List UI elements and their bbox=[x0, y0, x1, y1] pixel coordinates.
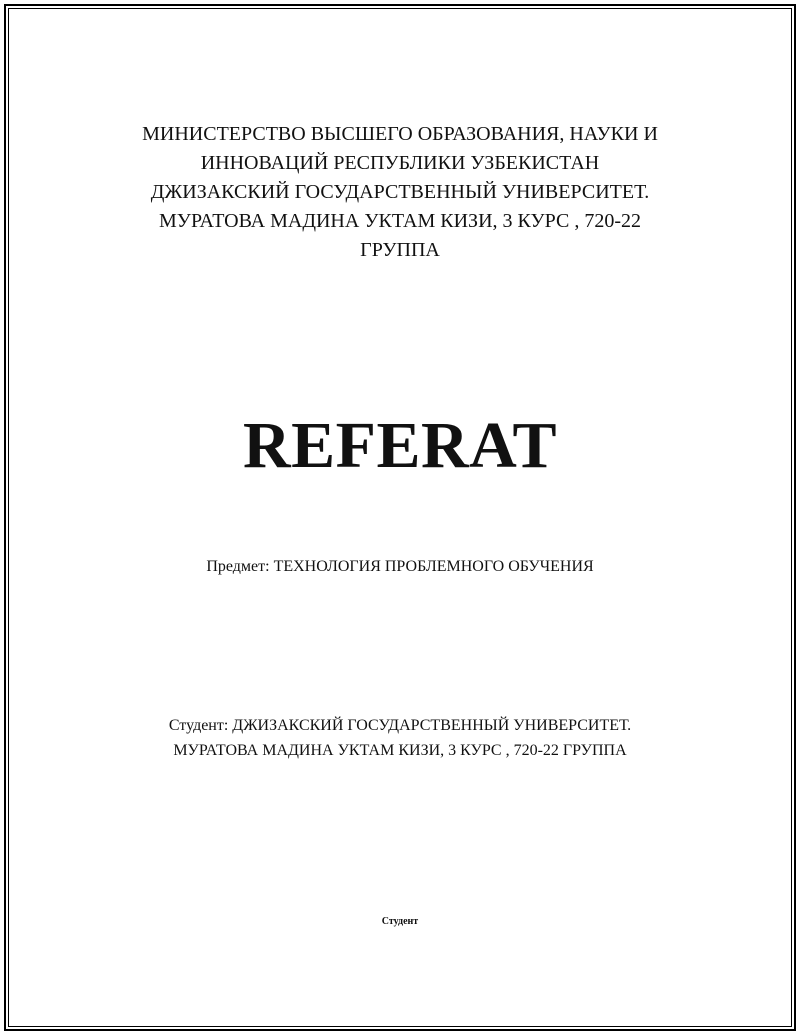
subject-line: Предмет: ТЕХНОЛОГИЯ ПРОБЛЕМНОГО ОБУЧЕНИЯ bbox=[206, 558, 594, 575]
document-title: REFERAT bbox=[243, 409, 557, 482]
student-info bbox=[0, 713, 800, 763]
header-line-3: ДЖИЗАКСКИЙ ГОСУДАРСТВЕННЫЙ УНИВЕРСИТЕТ. bbox=[150, 181, 650, 203]
student-line-2: МУРАТОВА МАДИНА УКТАМ КИЗИ, 3 КУРС , 720-22 ГРУППА bbox=[173, 742, 627, 759]
footer-label: Студент bbox=[381, 916, 419, 927]
institution-header bbox=[0, 120, 800, 265]
header-line-4: МУРАТОВА МАДИНА УКТАМ КИЗИ, 3 КУРС , 720-22 bbox=[159, 210, 641, 232]
header-line-1: МИНИСТЕРСТВО ВЫСШЕГО ОБРАЗОВАНИЯ, НАУКИ И bbox=[142, 123, 658, 145]
header-line-5: ГРУППА bbox=[360, 239, 440, 261]
student-line-1: Студент: ДЖИЗАКСКИЙ ГОСУДАРСТВЕННЫЙ УНИВЕРСИТЕТ. bbox=[168, 717, 632, 734]
header-line-2: ИННОВАЦИЙ РЕСПУБЛИКИ УЗБЕКИСТАН bbox=[200, 152, 600, 174]
